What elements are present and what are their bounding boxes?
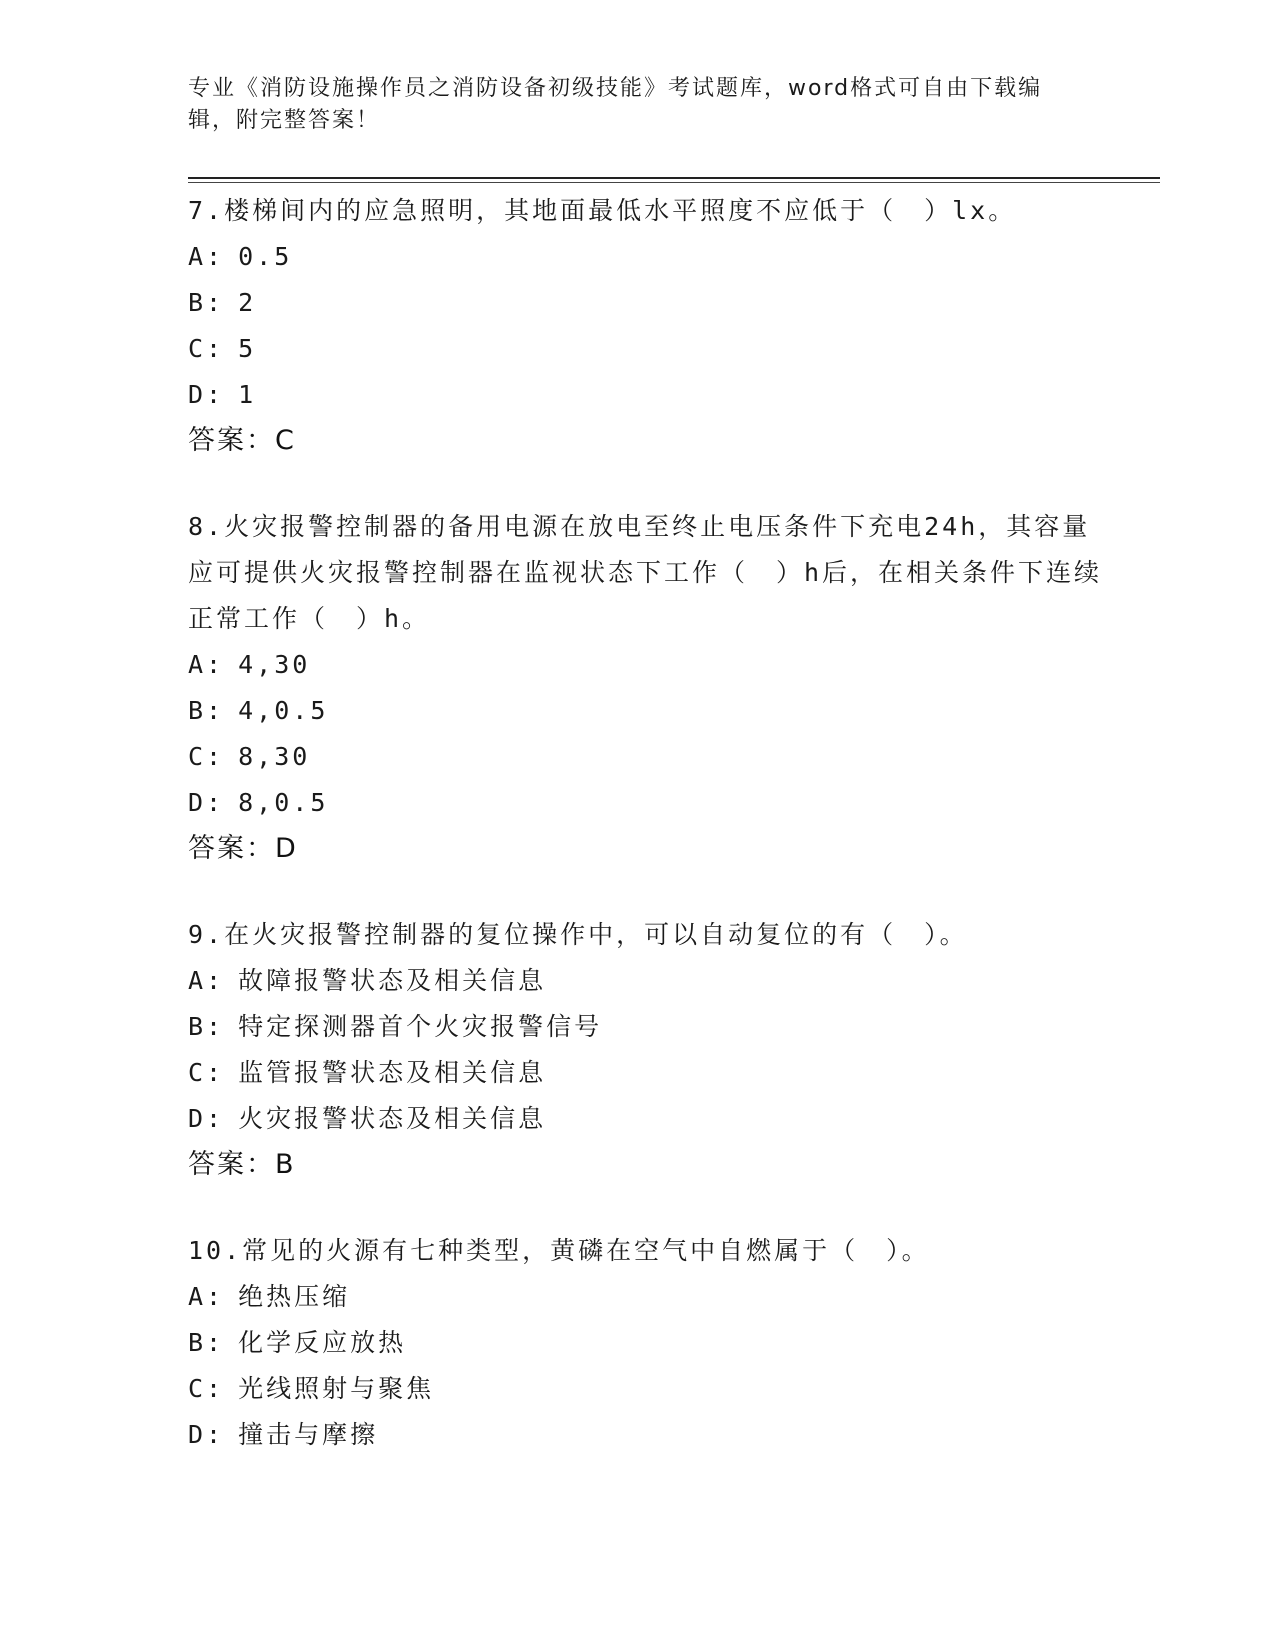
header-divider-thick [188,177,1160,179]
answer-line: 答案：D [188,833,298,864]
document-header [188,73,1088,137]
option-letter: D: [188,1420,225,1449]
option-text: 化学反应放热 [238,1328,407,1357]
question-7 [188,188,1118,464]
option-text: 绝热压缩 [238,1282,351,1311]
option-letter: A: [188,966,225,995]
option-d [188,1412,1118,1458]
option-letter: B: [188,288,225,317]
option-letter: B: [188,696,225,725]
question-9 [188,912,1118,1188]
option-letter: A: [188,650,225,679]
option-letter: C: [188,334,225,363]
option-text: 0.5 [238,242,293,271]
option-text: 8,30 [238,742,311,771]
option-c [188,1366,1118,1412]
question-stem: 7.楼梯间内的应急照明，其地面最低水平照度不应低于（ ）lx。 [188,196,1017,225]
header-intro-line-2: 辑，附完整答案！ [188,108,381,133]
option-text: 故障报警状态及相关信息 [238,966,547,995]
option-d [188,780,1118,826]
question-10 [188,1228,1118,1458]
option-text: 8,0.5 [238,788,329,817]
option-letter: D: [188,788,225,817]
option-letter: A: [188,1282,225,1311]
option-letter: C: [188,1374,225,1403]
header-intro-line-1: 专业《消防设施操作员之消防设备初级技能》考试题库，word格式可自由下载编 [188,76,1043,101]
answer-line: 答案：B [188,1149,296,1180]
option-letter: B: [188,1012,225,1041]
option-letter: D: [188,380,225,409]
option-letter: A: [188,242,225,271]
option-d [188,372,1118,418]
option-c [188,326,1118,372]
option-text: 2 [238,288,257,317]
option-text: 光线照射与聚焦 [238,1374,435,1403]
answer-line: 答案：C [188,425,296,456]
question-stem: 9.在火灾报警控制器的复位操作中，可以自动复位的有（ ）。 [188,920,968,949]
option-text: 撞击与摩擦 [238,1420,379,1449]
option-text: 5 [238,334,257,363]
option-letter: C: [188,742,225,771]
question-8 [188,504,1118,872]
option-letter: B: [188,1328,225,1357]
option-c [188,734,1118,780]
option-b [188,280,1118,326]
option-b [188,688,1118,734]
option-b [188,1320,1118,1366]
option-b [188,1004,1118,1050]
question-stem: 8.火灾报警控制器的备用电源在放电至终止电压条件下充电24h，其容量应可提供火灾报警控制器在监视状态下工作（ ）h后，在相关条件下连续正常工作（ ）h。 [188,512,1103,633]
option-d [188,1096,1118,1142]
option-text: 特定探测器首个火灾报警信号 [238,1012,603,1041]
question-list [188,188,1118,1498]
header-divider-thin [188,182,1160,183]
option-letter: C: [188,1058,225,1087]
option-c [188,1050,1118,1096]
option-letter: D: [188,1104,225,1133]
option-text: 4,30 [238,650,311,679]
question-stem: 10.常见的火源有七种类型，黄磷在空气中自燃属于（ ）。 [188,1236,930,1265]
option-a [188,642,1118,688]
option-text: 监管报警状态及相关信息 [238,1058,547,1087]
option-text: 1 [238,380,257,409]
option-a [188,958,1118,1004]
option-a [188,234,1118,280]
option-a [188,1274,1118,1320]
option-text: 火灾报警状态及相关信息 [238,1104,547,1133]
option-text: 4,0.5 [238,696,329,725]
